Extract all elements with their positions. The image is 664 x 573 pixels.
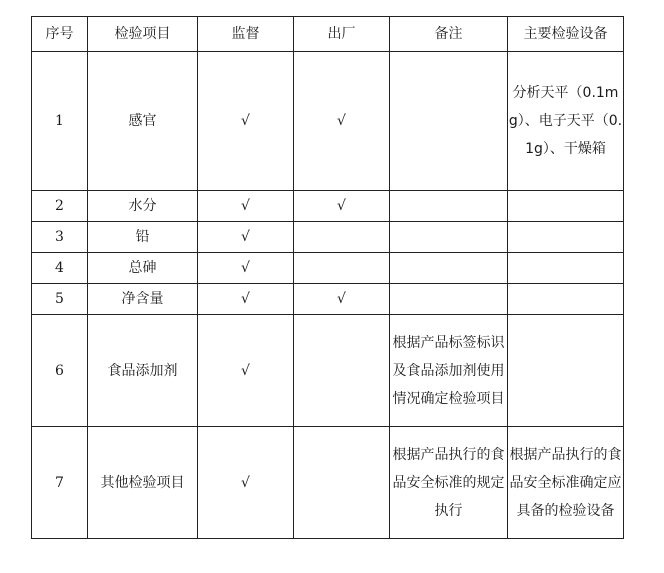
table-row: [32, 427, 624, 539]
row-item: 其他检验项目: [88, 427, 198, 539]
header-supervise: 监督: [198, 17, 294, 52]
table-row: [32, 253, 624, 284]
row-equipment: 根据产品执行的食品安全标准确定应具备的检验设备: [508, 427, 624, 539]
header-row: [32, 17, 624, 52]
header-factory: 出厂: [294, 17, 390, 52]
inspection-table: [31, 16, 624, 539]
row-item: 食品添加剂: [88, 315, 198, 427]
row-supervise-check: √: [198, 253, 294, 284]
row-note: [390, 222, 508, 253]
row-no: 4: [32, 253, 88, 284]
row-supervise-check: √: [198, 191, 294, 222]
row-factory-check: [294, 315, 390, 427]
row-equipment: [508, 222, 624, 253]
row-equipment: [508, 315, 624, 427]
row-item: 感官: [88, 52, 198, 191]
row-item: 铅: [88, 222, 198, 253]
row-item: 水分: [88, 191, 198, 222]
row-equipment: [508, 253, 624, 284]
row-item: 总砷: [88, 253, 198, 284]
row-note: [390, 52, 508, 191]
row-factory-check: [294, 427, 390, 539]
row-note: [390, 191, 508, 222]
row-supervise-check: √: [198, 222, 294, 253]
row-note: 根据产品执行的食品安全标准的规定执行: [390, 427, 508, 539]
row-factory-check: √: [294, 191, 390, 222]
row-supervise-check: √: [198, 427, 294, 539]
row-no: 2: [32, 191, 88, 222]
row-note: [390, 253, 508, 284]
row-equipment: [508, 191, 624, 222]
header-item: 检验项目: [88, 17, 198, 52]
row-factory-check: [294, 222, 390, 253]
row-no: 6: [32, 315, 88, 427]
row-no: 5: [32, 284, 88, 315]
row-factory-check: [294, 253, 390, 284]
row-item: 净含量: [88, 284, 198, 315]
row-no: 3: [32, 222, 88, 253]
row-supervise-check: √: [198, 284, 294, 315]
table-row: [32, 191, 624, 222]
row-note: [390, 284, 508, 315]
row-supervise-check: √: [198, 315, 294, 427]
header-note: 备注: [390, 17, 508, 52]
row-supervise-check: √: [198, 52, 294, 191]
header-no: 序号: [32, 17, 88, 52]
row-equipment: [508, 284, 624, 315]
row-equipment: 分析天平（0.1mg）、电子天平（0.1g）、干燥箱: [508, 52, 624, 191]
row-no: 7: [32, 427, 88, 539]
table-row: [32, 315, 624, 427]
table-row: [32, 284, 624, 315]
table-row: [32, 52, 624, 191]
row-no: 1: [32, 52, 88, 191]
row-factory-check: √: [294, 284, 390, 315]
row-note: 根据产品标签标识及食品添加剂使用情况确定检验项目: [390, 315, 508, 427]
row-factory-check: √: [294, 52, 390, 191]
header-equipment: 主要检验设备: [508, 17, 624, 52]
table-row: [32, 222, 624, 253]
